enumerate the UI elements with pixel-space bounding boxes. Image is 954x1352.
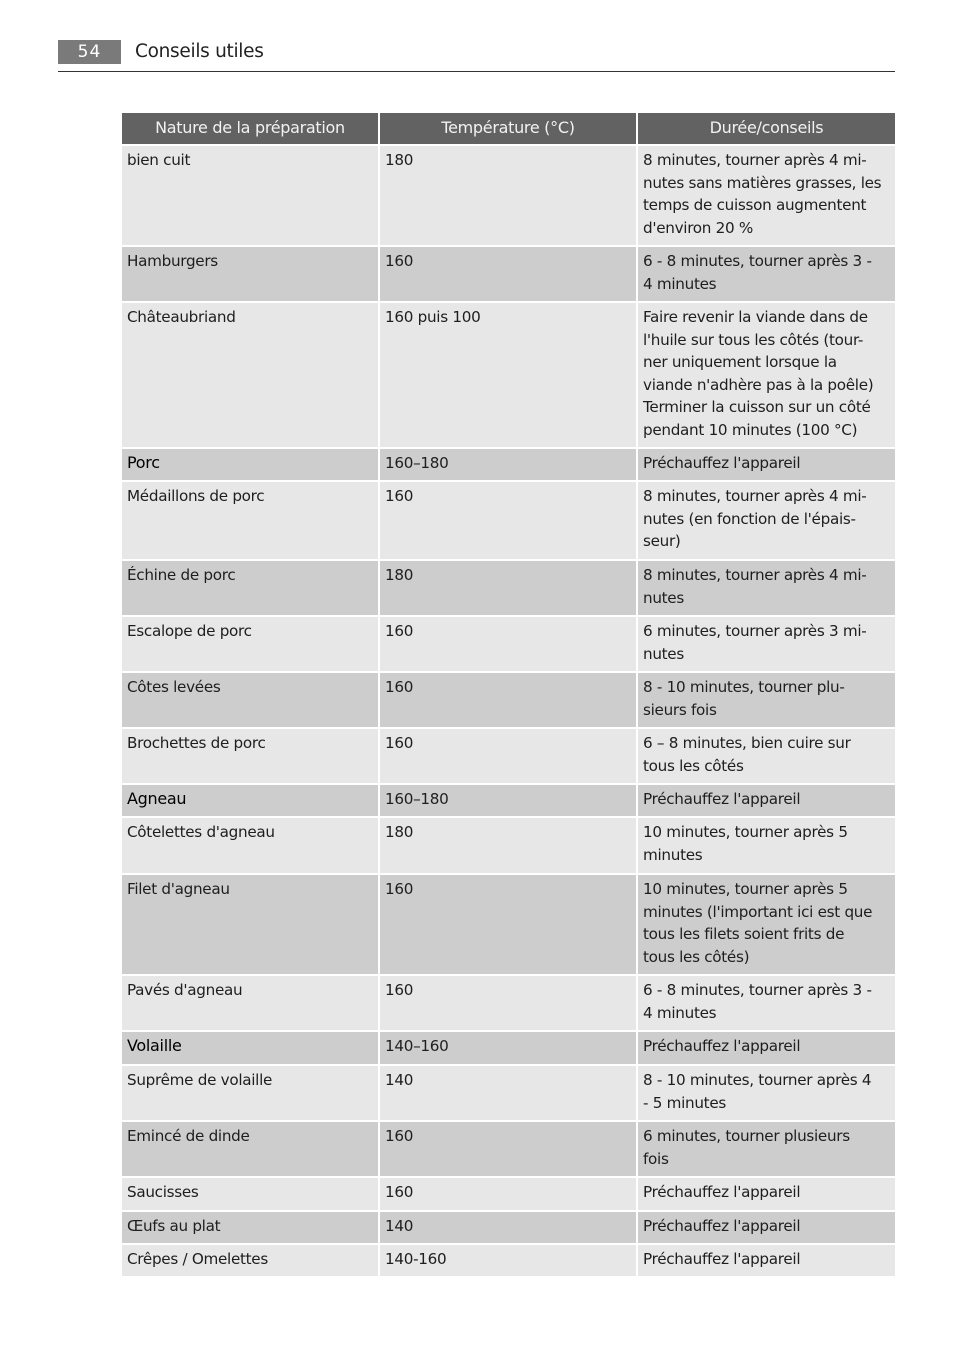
table-row <box>122 1122 895 1176</box>
cell-advice: 6 - 8 minutes, tourner après 3 - 4 minutes <box>638 247 895 301</box>
cell-preparation: Châteaubriand <box>122 303 378 447</box>
cell-temperature: 140-160 <box>380 1245 636 1276</box>
cell-temperature: 160 puis 100 <box>380 303 636 447</box>
cell-preparation: Emincé de dinde <box>122 1122 378 1176</box>
cell-advice: 6 minutes, tourner plusieurs fois <box>638 1122 895 1176</box>
cell-temperature: 160 <box>380 729 636 783</box>
table-row <box>122 617 895 671</box>
cell-preparation: Échine de porc <box>122 561 378 615</box>
cell-temperature: 180 <box>380 146 636 245</box>
cell-advice: Préchauffez l'appareil <box>638 1032 895 1064</box>
table-group-row <box>122 449 895 480</box>
cell-advice: Préchauffez l'appareil <box>638 1212 895 1243</box>
cell-preparation: Hamburgers <box>122 247 378 301</box>
cell-advice: 6 minutes, tourner après 3 mi- nutes <box>638 617 895 671</box>
table-body <box>122 146 895 1276</box>
cell-preparation: Filet d'agneau <box>122 875 378 974</box>
table-row <box>122 1245 895 1276</box>
cell-advice: 8 - 10 minutes, tourner plu- sieurs fois <box>638 673 895 727</box>
table-row <box>122 146 895 245</box>
cell-temperature: 160 <box>380 617 636 671</box>
table-header <box>122 113 895 144</box>
table-row <box>122 1178 895 1210</box>
cell-advice: 8 minutes, tourner après 4 mi- nutes <box>638 561 895 615</box>
cell-advice: 6 - 8 minutes, tourner après 3 - 4 minutes <box>638 976 895 1030</box>
cell-temperature: 160–180 <box>380 449 636 480</box>
cell-temperature: 160 <box>380 875 636 974</box>
page-number: 54 <box>58 40 121 64</box>
table-row <box>122 561 895 615</box>
table-row <box>122 482 895 559</box>
cell-preparation: Saucisses <box>122 1178 378 1210</box>
cell-temperature: 160 <box>380 1122 636 1176</box>
cell-temperature: 160–180 <box>380 785 636 816</box>
cell-preparation: Agneau <box>122 785 378 816</box>
column-header-temperature: Température (°C) <box>380 113 636 144</box>
table-row <box>122 1212 895 1243</box>
cell-temperature: 140 <box>380 1066 636 1120</box>
cell-advice: 8 minutes, tourner après 4 mi- nutes sans matières grasses, les temps de cuisson augmentent d'environ 20 % <box>638 146 895 245</box>
table-group-row <box>122 1032 895 1064</box>
cell-preparation: Pavés d'agneau <box>122 976 378 1030</box>
cooking-table <box>120 111 897 1278</box>
cell-advice: Faire revenir la viande dans de l'huile sur tous les côtés (tour- ner uniquement lorsque la viande n'adhère pas à la poêle) Terminer la cuisson sur un côté pendant 10 minutes (100 °C) <box>638 303 895 447</box>
cell-preparation: Suprême de volaille <box>122 1066 378 1120</box>
cell-temperature: 140–160 <box>380 1032 636 1064</box>
table-row <box>122 303 895 447</box>
cell-advice: 10 minutes, tourner après 5 minutes <box>638 818 895 873</box>
table-group-row <box>122 785 895 816</box>
cell-temperature: 160 <box>380 976 636 1030</box>
cell-preparation: Côtes levées <box>122 673 378 727</box>
section-title: Conseils utiles <box>135 41 264 62</box>
cell-preparation: Brochettes de porc <box>122 729 378 783</box>
cell-temperature: 160 <box>380 247 636 301</box>
cell-temperature: 160 <box>380 673 636 727</box>
table-row <box>122 818 895 873</box>
cell-preparation: Côtelettes d'agneau <box>122 818 378 873</box>
cell-preparation: bien cuit <box>122 146 378 245</box>
table-row <box>122 1066 895 1120</box>
cell-advice: Préchauffez l'appareil <box>638 449 895 480</box>
cell-advice: Préchauffez l'appareil <box>638 1245 895 1276</box>
table-row <box>122 247 895 301</box>
cell-preparation: Médaillons de porc <box>122 482 378 559</box>
table-row <box>122 673 895 727</box>
cell-preparation: Œufs au plat <box>122 1212 378 1243</box>
cell-advice: 8 minutes, tourner après 4 mi- nutes (en fonction de l'épais- seur) <box>638 482 895 559</box>
cell-advice: 8 - 10 minutes, tourner après 4 - 5 minutes <box>638 1066 895 1120</box>
cell-advice: 10 minutes, tourner après 5 minutes (l'important ici est que tous les filets soient frits de tous les côtés) <box>638 875 895 974</box>
cell-preparation: Volaille <box>122 1032 378 1064</box>
cell-advice: Préchauffez l'appareil <box>638 1178 895 1210</box>
table-row <box>122 875 895 974</box>
cell-preparation: Crêpes / Omelettes <box>122 1245 378 1276</box>
column-header-duration: Durée/conseils <box>638 113 895 144</box>
table-row <box>122 976 895 1030</box>
cell-temperature: 180 <box>380 561 636 615</box>
cell-preparation: Escalope de porc <box>122 617 378 671</box>
cell-temperature: 160 <box>380 1178 636 1210</box>
cell-temperature: 180 <box>380 818 636 873</box>
column-header-preparation: Nature de la préparation <box>122 113 378 144</box>
table-row <box>122 729 895 783</box>
cell-temperature: 160 <box>380 482 636 559</box>
cell-preparation: Porc <box>122 449 378 480</box>
cell-advice: 6 – 8 minutes, bien cuire sur tous les côtés <box>638 729 895 783</box>
page-header <box>58 40 895 72</box>
cell-temperature: 140 <box>380 1212 636 1243</box>
cell-advice: Préchauffez l'appareil <box>638 785 895 816</box>
